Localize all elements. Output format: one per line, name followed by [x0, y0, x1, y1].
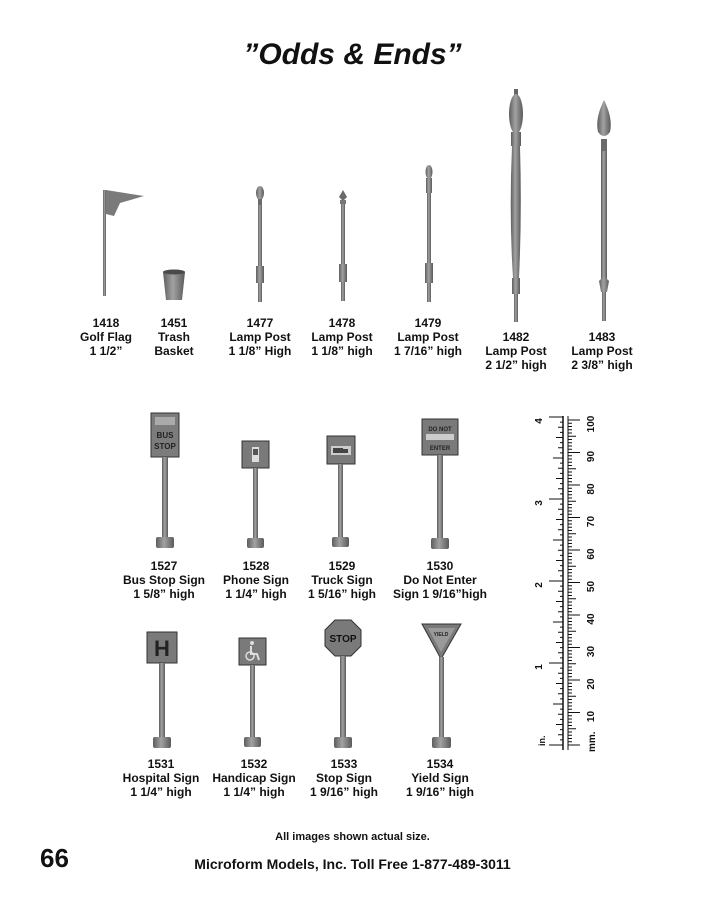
caption-1527 — [115, 559, 213, 601]
ruler-mm-label: 90 — [586, 450, 597, 463]
item-number: 1534 — [426, 757, 454, 771]
item-name: Handicap Sign — [212, 771, 296, 785]
caption-1451 — [145, 316, 203, 358]
lamp-post-1477-image — [256, 186, 264, 302]
item-size: 2 1/2” high — [485, 358, 547, 372]
item-size: 1 1/4” high — [225, 587, 287, 601]
item-name: Hospital Sign — [122, 771, 200, 785]
bus-stop-sign-image — [151, 413, 179, 548]
footer-contact: Microform Models, Inc. Toll Free 1-877-489-3011 — [194, 856, 511, 872]
item-number: 1527 — [150, 559, 178, 573]
caption-1483 — [560, 330, 644, 372]
item-size: 1 1/8” high — [311, 344, 373, 358]
item-name: Lamp Post — [229, 330, 291, 344]
stop-sign-image — [325, 620, 361, 748]
ruler — [534, 415, 598, 752]
item-number: 1482 — [502, 330, 530, 344]
item-size: 1 9/16” high — [309, 785, 379, 799]
item-name: Lamp Post — [485, 344, 547, 358]
do-not-enter-sign-image — [422, 419, 458, 549]
golf-flag-image — [103, 190, 144, 296]
item-name: Lamp Post — [311, 330, 373, 344]
lamp-post-1479-image — [425, 165, 433, 302]
item-number: 1528 — [242, 559, 270, 573]
item-size: 1 9/16” high — [405, 785, 475, 799]
item-name: Yield Sign — [411, 771, 469, 785]
item-size: 1 5/8” high — [133, 587, 195, 601]
bus-stop-sign-text: STOP — [154, 442, 176, 451]
caption-1533 — [298, 757, 390, 799]
item-size: 1 1/2” — [89, 344, 123, 358]
hospital-sign-image — [147, 632, 177, 748]
item-size: Sign 1 9/16”high — [392, 587, 488, 601]
item-number: 1479 — [414, 316, 442, 330]
ruler-mm-label: 10 — [586, 710, 597, 723]
lamp-post-1478-image — [339, 190, 347, 301]
item-number: 1451 — [160, 316, 188, 330]
ruler-inch-unit: in. — [537, 735, 547, 746]
lamp-post-1482-image — [509, 89, 523, 322]
caption-1478 — [300, 316, 384, 358]
lamp-post-1483-image — [597, 100, 611, 321]
caption-1530 — [386, 559, 494, 601]
ruler-mm-label: 80 — [586, 483, 597, 495]
item-number: 1418 — [92, 316, 120, 330]
item-name: Trash — [157, 330, 190, 344]
item-number: 1532 — [240, 757, 268, 771]
item-number: 1477 — [246, 316, 274, 330]
yield-sign-text: YIELD — [433, 632, 449, 638]
ruler-mm-label: 40 — [586, 613, 597, 625]
ruler-mm-label: 30 — [586, 645, 597, 658]
item-number: 1478 — [328, 316, 356, 330]
caption-1532 — [208, 757, 300, 799]
caption-1528 — [212, 559, 300, 601]
item-size: 2 3/8” high — [571, 358, 633, 372]
item-size: 1 1/8” High — [228, 344, 292, 358]
item-size: 1 1/4” high — [130, 785, 192, 799]
caption-1477 — [218, 316, 302, 358]
caption-1479 — [382, 316, 474, 358]
item-name: Phone Sign — [223, 573, 289, 587]
ruler-inch-label: 4 — [534, 418, 545, 424]
ruler-mm-unit: mm. — [587, 731, 598, 752]
trash-basket-image — [163, 270, 185, 301]
item-name: Stop Sign — [316, 771, 372, 785]
handicap-sign-image — [239, 638, 266, 747]
item-size: 1 5/16” high — [307, 587, 377, 601]
actual-size-note: All images shown actual size. — [275, 831, 430, 843]
stop-sign-text: STOP — [329, 634, 357, 645]
caption-1534 — [394, 757, 486, 799]
ruler-inch-label: 3 — [534, 500, 545, 506]
caption-1482 — [474, 330, 558, 372]
do-not-text: DO NOT — [428, 427, 452, 433]
item-name: Lamp Post — [397, 330, 459, 344]
bus-sign-text: BUS — [156, 431, 174, 440]
item-number: 1531 — [147, 757, 175, 771]
item-size: Basket — [154, 344, 194, 358]
item-name: Lamp Post — [571, 344, 633, 358]
item-number: 1530 — [426, 559, 454, 573]
item-size: 1 1/4” high — [223, 785, 285, 799]
ruler-mm-label: 20 — [586, 678, 597, 690]
item-number: 1529 — [328, 559, 356, 573]
item-name: Truck Sign — [311, 573, 373, 587]
caption-1531 — [112, 757, 210, 799]
item-number: 1533 — [330, 757, 358, 771]
page-number: 66 — [40, 843, 69, 873]
ruler-inch-label: 2 — [534, 582, 545, 588]
ruler-mm-label: 100 — [586, 415, 597, 433]
ruler-mm-label: 70 — [586, 515, 597, 528]
enter-text: ENTER — [429, 446, 451, 452]
caption-1529 — [298, 559, 386, 601]
item-size: 1 7/16” high — [393, 344, 463, 358]
item-number: 1483 — [588, 330, 616, 344]
item-name: Do Not Enter — [403, 573, 477, 587]
ruler-inch-label: 1 — [534, 664, 545, 670]
hospital-sign-text: H — [154, 636, 170, 661]
yield-sign-image — [422, 624, 461, 748]
caption-1418 — [72, 316, 140, 358]
ruler-mm-label: 60 — [586, 548, 597, 560]
item-name: Golf Flag — [80, 330, 132, 344]
truck-sign-image — [327, 436, 355, 547]
page-title: ”Odds & Ends” — [243, 38, 462, 71]
ruler-mm-label: 50 — [586, 580, 597, 593]
item-name: Bus Stop Sign — [123, 573, 205, 587]
phone-sign-image — [242, 441, 269, 548]
